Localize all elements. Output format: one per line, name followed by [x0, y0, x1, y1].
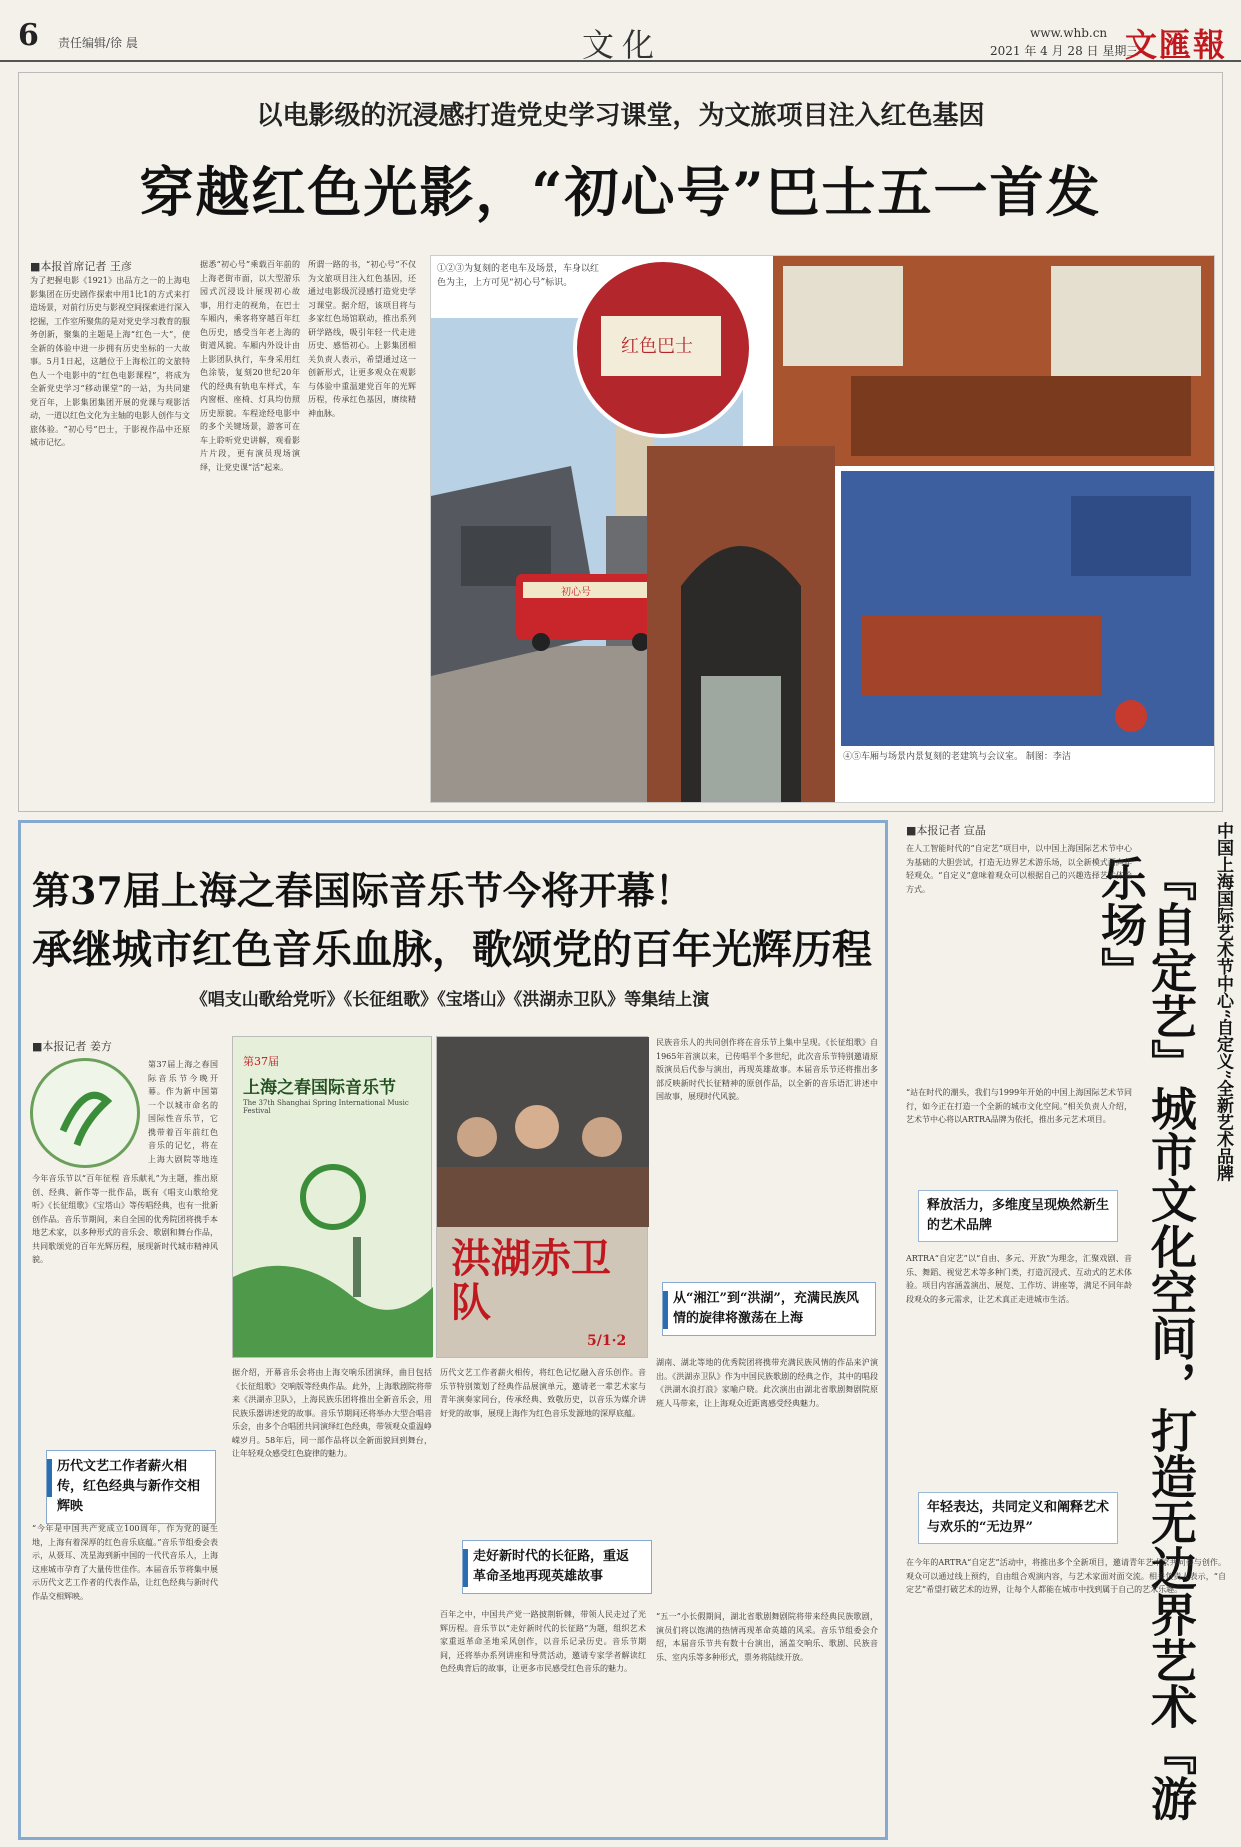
festival-poster	[232, 1036, 432, 1358]
poster-1-art	[233, 1127, 433, 1357]
poster-1-subtitle: The 37th Shanghai Spring International Music Festival	[243, 1099, 409, 1115]
right-column-3: ARTRA“自定艺”以“自由、多元、开放”为理念，汇聚戏剧、音乐、舞蹈、视觉艺术等多种门类，打造沉浸式、互动式的艺术体验。项目内容涵盖演出、展览、工作坊、讲座等，满足不同年龄段观众的多元需求，让艺术真正走进城市生活。	[906, 1254, 1132, 1304]
tram-window-left	[783, 266, 903, 366]
photo-collage	[430, 255, 1215, 803]
music-headline-2: 承继城市红色音乐血脉，歌颂党的百年光辉历程	[32, 926, 872, 973]
music-lead: 第37届上海之春国际音乐节今晚开幕。作为新中国第一个以城市命名的国际性音乐节，它携带着百年前红色音乐的记忆，将在上海大剧院等地连	[148, 1060, 218, 1164]
music-column-2b: 历代文艺工作者薪火相传，将红色记忆融入音乐创作。音乐节特别策划了经典作品展演单元，邀请老一辈艺术家与青年演奏家同台，传承经典、致敬历史，以音乐为媒介讲好党的故事，展现上海作为红色音乐发源地的深厚底蕴。	[440, 1368, 646, 1418]
website: www.whb.cn	[1030, 26, 1108, 40]
meeting-wall	[1071, 496, 1191, 576]
music-subhead: 《唱支山歌给党听》《长征组歌》《宝塔山》《洪湖赤卫队》等集结上演	[190, 990, 710, 1010]
poster-1-hills	[233, 1266, 433, 1357]
red-stool	[1115, 700, 1147, 732]
opera-face-2	[515, 1105, 559, 1149]
festival-logo-graphic	[33, 1061, 137, 1165]
music-column-3: 百年之中，中国共产党一路披荆斩棘，带领人民走过了光辉历程。音乐节以“走好新时代的长征路”为题，组织艺术家重返革命圣地采风创作，以音乐记录历史。音乐节期间，还将举办系列讲座和导赏活动，邀请专家学者解读红色经典背后的故事，让更多市民感受红色音乐的魅力。	[440, 1610, 646, 1673]
music-column-2: 据介绍，开幕音乐会将由上海交响乐团演绎，曲目包括《长征组歌》交响版等经典作品。此外，上海歌剧院将带来《洪湖赤卫队》，上海民族乐团将推出全新音乐会，用民族乐器讲述党的故事。音乐节期间还将举办大型合唱音乐会，由多个合唱团共同演绎红色经典，带领观众重温峥嵘岁月。58年后，同一部作品将以全新面貌回到舞台，让年轻观众感受红色旋律的魅力。	[232, 1368, 432, 1458]
music-column-5: 湖南、湖北等地的优秀院团将携带充满民族风情的作品来沪演出。《洪湖赤卫队》作为中国民族歌剧的经典之作，其中的唱段《洪湖水浪打浪》家喻户晓。此次演出由湖北省歌剧舞剧院原班人马带来，让上海观众近距离感受经典魅力。	[656, 1358, 878, 1408]
music-byline: ■本报记者 姜方	[32, 1040, 112, 1053]
bus-label: 初心号	[561, 587, 591, 598]
festival-logo	[30, 1058, 140, 1168]
sign-text: 红色巴士	[621, 336, 693, 357]
right-headline: 『自定艺』城市文化空间，打造无边界艺术『游乐场』	[1094, 855, 1198, 1821]
photo-caption-bottom: ④⑤车厢与场景内景复刻的老建筑与会议室。 制图：李洁	[843, 750, 1211, 764]
opera-poster	[436, 1036, 648, 1358]
top-article-byline: ■本报首席记者 王彦	[30, 260, 132, 273]
issue-date: 2021 年 4 月 28 日 星期三	[990, 44, 1139, 58]
opera-costumes	[437, 1167, 649, 1227]
photo-caption-top: ①②③为复刻的老电车及场景，车身以红色为主，上方可见“初心号”标识。	[437, 264, 600, 288]
right-column-1: 在人工智能时代的“自定艺”项目中，以中国上海国际艺术节中心为基础的大胆尝试，打造无边界艺术游乐场，以全新模式面向年轻观众。“自定义”意味着观众可以根据自己的兴趣选择艺术体验方式。	[906, 844, 1132, 894]
section-title: 文化	[582, 26, 663, 64]
opera-face-3	[582, 1117, 622, 1157]
photo-collage-graphic	[431, 256, 1215, 803]
right-column-4: 在今年的ARTRA“自定艺”活动中，将推出多个全新项目，邀请青年艺术家共同参与创作。观众可以通过线上预约，自由组合观演内容，与艺术家面对面交流。相关负责人表示，“自定艺”希望打破艺术的边界，让每个人都能在城市中找到属于自己的艺术乐趣。	[906, 1558, 1226, 1594]
music-column-1-more: “今年是中国共产党成立100周年，作为党的诞生地，上海有着深厚的红色音乐底蕴。”音乐节组委会表示，从聂耳、冼星海到新中国的一代代音乐人，上海这座城市孕育了大量传世佳作。本届音乐节将集中展示历代文艺工作者的代表作品，让红色经典与新时代作品交相辉映。	[32, 1524, 218, 1601]
right-callout-2: 年轻表达，共同定义和阐释艺术与欢乐的“无边界”	[918, 1492, 1118, 1544]
bus-windows	[523, 582, 659, 598]
right-series-title: 中国上海国际艺术节中心“自定义”全新艺术品牌	[1213, 822, 1233, 1182]
top-article-column-3: 所谓一路的书，“初心号”不仅为文旅项目注入红色基因，还通过电影级沉浸感打造党史学习课堂。据介绍，该项目将与多家红色场馆联动，推出系列研学路线，吸引年轻一代走进历史、感悟初心。上影集团相关负责人表示，希望通过这一创新形式，让更多观众在观影与体验中重温建党百年的光辉历程，传承红色基因，赓续精神血脉。	[308, 260, 416, 418]
tram-seats	[851, 376, 1191, 456]
top-article-column-2: 据悉“初心号”乘载百年前的上海老街市面，以大型游乐园式沉浸设计展现初心故事，用行走的视角，在巴士车厢内，乘客将穿越百年红色历史，感受当年老上海的街道风貌。车厢内外设计由上影团队执行，车身采用红色涂装，复刻20世纪20年代的经典有轨电车样式，车内窗框、座椅、灯具均仿照历史原貌。车程途经电影中的多个关键场景，游客可在车上聆听党史讲解，观看影片片段，更有演员现场演绎，让党史课“活”起来。	[200, 260, 300, 472]
top-article-subhead: 以电影级的沉浸感打造党史学习课堂，为文旅项目注入红色基因	[256, 101, 985, 131]
tram-window-right	[1051, 266, 1201, 376]
music-column-1: 今年音乐节以“百年征程 音乐献礼”为主题，推出原创、经典、新作等一批作品，既有《唱支山歌给党听》《长征组歌》《宝塔山》等传唱经典，也有一批新创作品。音乐节期间，来自全国的优秀院团将携手本地艺术家，以多种形式的音乐会、歌剧和舞台作品，共同歌颂党的百年光辉历程，展现新时代城市精神风貌。	[32, 1174, 218, 1264]
bus-wheel-front	[532, 633, 550, 651]
music-callout-2: 走好新时代的长征路，重返革命圣地再现英雄故事	[462, 1540, 652, 1594]
top-article-column-1: 为了把握电影《1921》出品方之一的上海电影集团在历史剧作探索中用1比1的方式来打造场景，对前行历史与影视空间探索进行深入挖掘，工作室所聚焦的是对党史学习教育的服务创新，聚集的主题是上海“红色一大”，使全新的体验中进一步拥有历史坐标的一大故事。5月1日起，这趟位于上海松江的文旅特色人一个电影中的“红色电影课程”，将成为全新党史学习“移动课堂”的一站，为共同建党百年，上影集团集团开展的党课与观影活动，一道以红色文化为主轴的电影人创作与文旅体验。“初心号”巴士，于影视作品中还原城市记忆。	[30, 276, 190, 447]
poster-1-emblem	[303, 1167, 363, 1227]
top-article-headline: 穿越红色光影，“初心号”巴士五一首发	[139, 160, 1102, 224]
meeting-table	[861, 616, 1101, 696]
music-column-4: 民族音乐人的共同创作将在音乐节上集中呈现。《长征组歌》自1965年首演以来，已传唱半个多世纪，此次音乐节特别邀请原版演员后代参与演出，再现英雄故事。本届音乐节还将推出多部反映新时代长征精神的原创作品，以全新的音乐语汇讲述中国故事，展现时代风貌。	[656, 1038, 878, 1101]
page-number: 6	[18, 18, 39, 53]
editor-credit: 责任编辑/徐 晨	[58, 36, 138, 50]
poster-1-edition: 第37届	[243, 1055, 279, 1068]
poster-2-title: 洪湖赤卫队	[451, 1235, 611, 1326]
right-callout-1: 释放活力，多维度呈现焕然新生的艺术品牌	[918, 1190, 1118, 1242]
poster-1-tower	[353, 1237, 361, 1297]
opera-face-1	[457, 1117, 497, 1157]
poster-2-date: 5/1·2	[587, 1333, 627, 1349]
arch-light	[701, 676, 781, 803]
music-column-6: “五一”小长假期间，湖北省歌剧舞剧院将带来经典民族歌剧，演员们将以饱满的热情再现革命英雄的风采。音乐节组委会介绍，本届音乐节共有数十台演出，涵盖交响乐、歌剧、民族音乐、室内乐等多种形式，票务将陆续开放。	[656, 1612, 878, 1662]
right-byline: ■本报记者 宣晶	[906, 824, 986, 837]
newspaper-logo: 文匯報	[1125, 26, 1228, 64]
music-headline-1: 第37届上海之春国际音乐节今将开幕！	[32, 868, 693, 913]
festival-logo-mark	[63, 1095, 107, 1145]
music-callout-1: 历代文艺工作者薪火相传，红色经典与新作交相辉映	[46, 1450, 216, 1524]
music-callout-3: 从“湘江”到“洪湖”，充满民族风情的旋律将激荡在上海	[662, 1282, 876, 1336]
poster-1-title: 上海之春国际音乐节	[243, 1078, 396, 1098]
right-column-2: “站在时代的潮头，我们与1999年开始的中国上海国际艺术节同行，如今正在打造一个全新的城市文化空间。”相关负责人介绍，艺术节中心将以ARTRA品牌为依托，推出多元艺术项目。	[906, 1088, 1132, 1124]
